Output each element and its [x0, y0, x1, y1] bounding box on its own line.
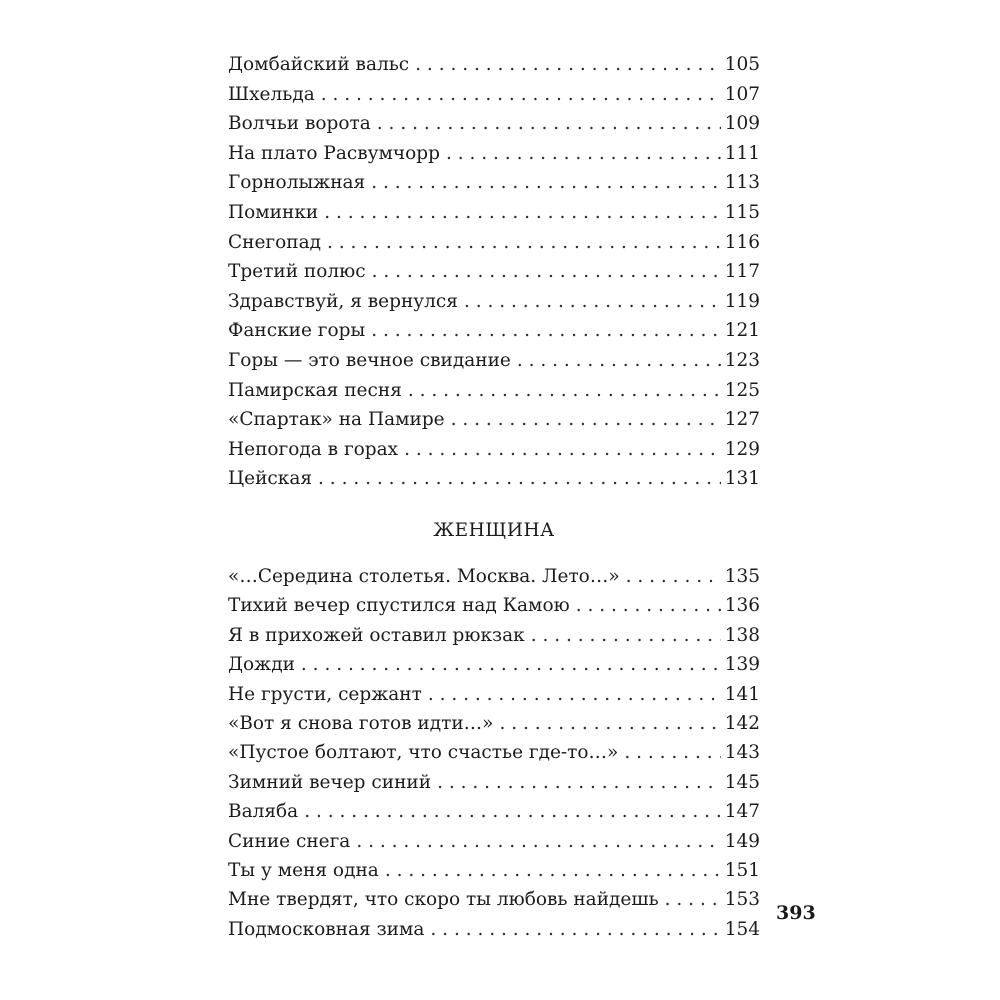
- toc-entry-page: 135: [724, 566, 760, 587]
- toc-entry-page: 116: [724, 231, 760, 253]
- toc-entry-title: Мне твердят, что скоро ты любовь найдешь: [228, 889, 659, 911]
- toc-entry-page: 121: [724, 320, 760, 342]
- toc-list-part2: [228, 562, 760, 944]
- toc-entry-page: 109: [724, 113, 760, 135]
- dot-leader: [327, 228, 721, 258]
- toc-entry: [228, 80, 760, 110]
- toc-entry-page: 151: [724, 859, 760, 881]
- toc-entry-page: 147: [724, 801, 760, 823]
- toc-entry-page: 141: [724, 683, 760, 705]
- toc-list-part1: [228, 50, 760, 494]
- toc-entry-page: 129: [724, 438, 760, 460]
- dot-leader: [324, 198, 720, 228]
- toc-entry-title: Валяба: [228, 801, 299, 823]
- toc-entry-title: Цейская: [228, 468, 313, 490]
- toc-entry: [228, 856, 760, 885]
- toc-entry: [228, 346, 760, 376]
- toc-entry: [228, 621, 760, 650]
- dot-leader: [404, 435, 721, 465]
- dot-leader: [437, 768, 721, 797]
- dot-leader: [371, 168, 720, 198]
- section-heading: ЖЕНЩИНА: [433, 520, 555, 541]
- dot-leader: [304, 797, 720, 826]
- toc-entry-title: Дожди: [228, 654, 295, 676]
- dot-leader: [321, 80, 721, 110]
- toc-entry: [228, 198, 760, 228]
- toc-entry-page: 123: [724, 349, 760, 371]
- toc-entry-page: 154: [724, 918, 760, 940]
- dot-leader: [408, 376, 721, 406]
- toc-entry-page: 131: [724, 468, 760, 490]
- toc-entry-page: 111: [724, 142, 760, 164]
- toc-entry-page: 149: [724, 830, 760, 852]
- dot-leader: [624, 738, 720, 767]
- toc-entry-page: 142: [724, 712, 760, 734]
- toc-entry-page: 143: [724, 742, 760, 764]
- page-number: 393: [776, 902, 816, 924]
- toc-entry-page: 145: [724, 771, 760, 793]
- toc-entry-page: 138: [724, 624, 760, 646]
- dot-leader: [576, 591, 721, 620]
- dot-leader: [665, 885, 721, 914]
- toc-entry-page: 107: [724, 83, 760, 105]
- toc-entry-page: 125: [724, 379, 760, 401]
- toc-entry-title: «Спартак» на Памире: [228, 409, 445, 431]
- toc-entry: [228, 464, 760, 494]
- toc-entry: [228, 885, 760, 914]
- dot-leader: [415, 50, 721, 80]
- toc-entry: [228, 591, 760, 620]
- toc-entry: [228, 50, 760, 80]
- dot-leader: [356, 827, 720, 856]
- toc-entry-page: 139: [724, 654, 760, 676]
- toc-entry: [228, 109, 760, 139]
- toc-entry: [228, 228, 760, 258]
- toc-entry-title: «Вот я снова готов идти…»: [228, 712, 494, 734]
- toc-entry-title: Здравствуй, я вернулся: [228, 290, 458, 312]
- toc-entry-title: Ты у меня одна: [228, 859, 379, 881]
- dot-leader: [446, 139, 721, 169]
- toc-entry: [228, 139, 760, 169]
- dot-leader: [385, 856, 721, 885]
- dot-leader: [377, 109, 721, 139]
- dot-leader: [301, 650, 721, 679]
- toc-entry: [228, 650, 760, 679]
- toc-entry-title: Шхельда: [228, 83, 315, 105]
- toc-entry-page: 117: [724, 261, 760, 283]
- toc-entry: [228, 797, 760, 826]
- toc-entry-title: Снегопад: [228, 231, 322, 253]
- dot-leader: [428, 680, 721, 709]
- toc-entry: [228, 680, 760, 709]
- toc-entry-title: Горы — это вечное свидание: [228, 349, 511, 371]
- dot-leader: [372, 257, 721, 287]
- toc-entry-page: 119: [724, 290, 760, 312]
- toc-entry: [228, 287, 760, 317]
- dot-leader: [626, 562, 721, 591]
- toc-entry-title: Памирская песня: [228, 379, 402, 401]
- toc-entry-title: На плато Расвумчорр: [228, 142, 440, 164]
- toc-entry-title: Тихий вечер спустился над Камою: [228, 595, 570, 617]
- dot-leader: [499, 709, 720, 738]
- dot-leader: [531, 621, 721, 650]
- toc-entry-title: Зимний вечер синий: [228, 771, 432, 793]
- toc-entry: [228, 768, 760, 797]
- toc-entry-title: Горнолыжная: [228, 172, 366, 194]
- toc-entry-page: 153: [724, 889, 760, 911]
- toc-entry: [228, 405, 760, 435]
- toc-entry: [228, 562, 760, 591]
- toc-entry: [228, 257, 760, 287]
- toc-entry-page: 115: [724, 201, 760, 223]
- toc-entry: [228, 915, 760, 944]
- dot-leader: [517, 346, 721, 376]
- toc-entry-title: Непогода в горах: [228, 438, 399, 460]
- toc-entry-title: «…Середина столетья. Москва. Лето…»: [228, 566, 620, 587]
- toc-entry-title: «Пустое болтают, что счастье где-то…»: [228, 742, 619, 764]
- dot-leader: [430, 915, 720, 944]
- toc-entry-title: Фанские горы: [228, 320, 366, 342]
- toc-entry-page: 113: [724, 172, 760, 194]
- toc-entry-title: Третий полюс: [228, 261, 366, 283]
- toc-entry: [228, 168, 760, 198]
- toc-entry-title: Поминки: [228, 201, 319, 223]
- dot-leader: [371, 316, 720, 346]
- toc-entry: [228, 827, 760, 856]
- toc-entry: [228, 709, 760, 738]
- toc-entry: [228, 316, 760, 346]
- toc-entry: [228, 376, 760, 406]
- dot-leader: [464, 287, 721, 317]
- toc-entry-page: 136: [724, 595, 760, 617]
- toc-entry-title: Я в прихожей оставил рюкзак: [228, 624, 525, 646]
- toc-entry-page: 105: [724, 54, 760, 75]
- toc-entry: [228, 435, 760, 465]
- toc-entry-title: Подмосковная зима: [228, 918, 425, 940]
- dot-leader: [451, 405, 721, 435]
- toc-entry: [228, 738, 760, 767]
- toc-entry-title: Не грусти, сержант: [228, 683, 422, 705]
- toc-entry-page: 127: [724, 409, 760, 431]
- toc-entry-title: Домбайский вальс: [228, 54, 410, 75]
- toc-entry-title: Синие снега: [228, 830, 351, 852]
- toc-entry-title: Волчьи ворота: [228, 113, 371, 135]
- dot-leader: [318, 464, 721, 494]
